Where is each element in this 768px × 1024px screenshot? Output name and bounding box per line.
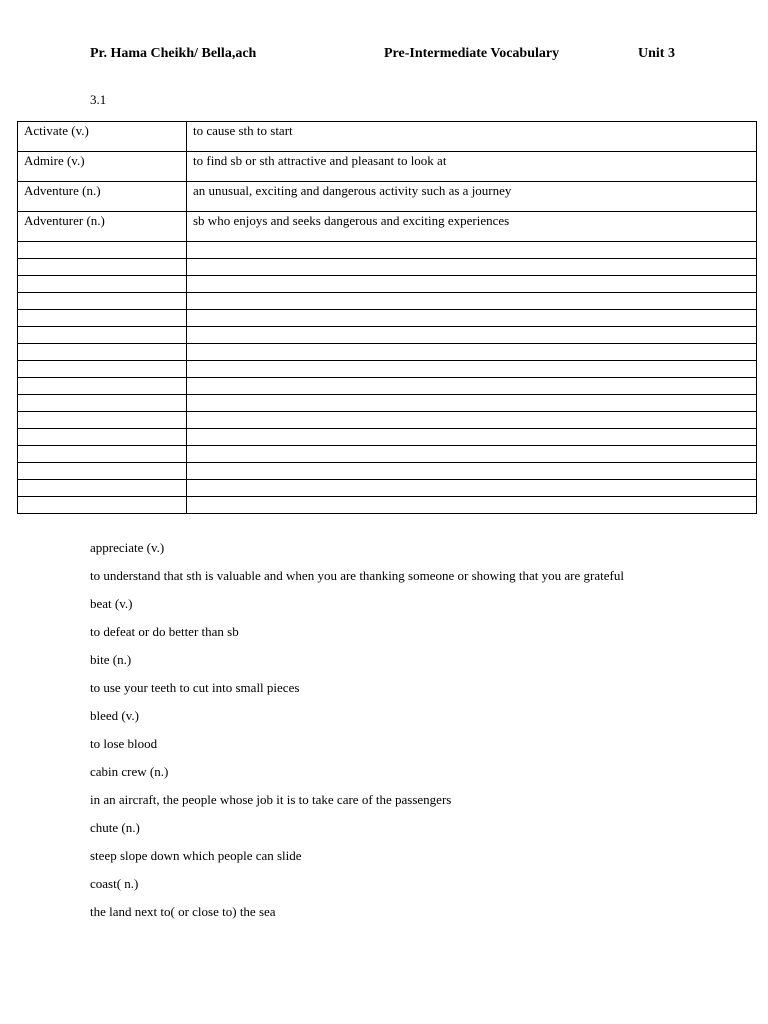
empty-definition-cell [187,412,757,429]
empty-table-row [18,412,757,429]
term-cell: Adventure (n.) [18,182,187,212]
table-row [18,212,757,242]
empty-definition-cell [187,310,757,327]
unit-label: Unit 3 [638,46,675,61]
empty-term-cell [18,344,187,361]
empty-table-row [18,242,757,259]
word-definition: to defeat or do better than sb [90,624,239,639]
empty-term-cell [18,463,187,480]
empty-table-row [18,293,757,310]
empty-term-cell [18,378,187,395]
empty-table-row [18,310,757,327]
word-definition: the land next to( or close to) the sea [90,904,276,919]
empty-table-row [18,327,757,344]
empty-definition-cell [187,361,757,378]
word-definition: to lose blood [90,736,158,751]
empty-table-row [18,361,757,378]
empty-table-row [18,429,757,446]
vocabulary-table [17,121,757,514]
definition-cell: to find sb or sth attractive and pleasant to look at [187,152,757,182]
empty-definition-cell [187,276,757,293]
word-definition: to use your teeth to cut into small pieces [90,680,300,695]
term-cell: Activate (v.) [18,122,187,152]
definition-cell: sb who enjoys and seeks dangerous and exciting experiences [187,212,757,242]
word-term: cabin crew (n.) [90,764,169,779]
word-term: coast( n.) [90,876,139,891]
empty-definition-cell [187,259,757,276]
term-cell: Adventurer (n.) [18,212,187,242]
empty-definition-cell [187,344,757,361]
empty-term-cell [18,242,187,259]
empty-term-cell [18,395,187,412]
table-row [18,182,757,212]
word-definition: in an aircraft, the people whose job it is to take care of the passengers [90,792,452,807]
empty-term-cell [18,259,187,276]
definition-cell: to cause sth to start [187,122,757,152]
empty-table-row [18,480,757,497]
section-number: 3.1 [90,92,107,107]
empty-definition-cell [187,497,757,514]
word-definition: steep slope down which people can slide [90,848,302,863]
empty-term-cell [18,412,187,429]
empty-term-cell [18,310,187,327]
vocabulary-table-body [18,122,757,514]
empty-term-cell [18,276,187,293]
empty-definition-cell [187,327,757,344]
empty-table-row [18,378,757,395]
empty-definition-cell [187,378,757,395]
empty-definition-cell [187,429,757,446]
empty-table-row [18,276,757,293]
word-term: appreciate (v.) [90,540,165,555]
empty-table-row [18,344,757,361]
empty-definition-cell [187,463,757,480]
empty-term-cell [18,361,187,378]
empty-definition-cell [187,480,757,497]
empty-term-cell [18,497,187,514]
word-list [90,538,750,930]
empty-definition-cell [187,293,757,310]
word-term: beat (v.) [90,596,133,611]
empty-table-row [18,446,757,463]
term-cell: Admire (v.) [18,152,187,182]
empty-term-cell [18,293,187,310]
empty-definition-cell [187,395,757,412]
author-name: Pr. Hama Cheikh/ Bella,ach [90,46,257,61]
empty-term-cell [18,446,187,463]
page-header [0,46,768,68]
empty-term-cell [18,480,187,497]
table-row [18,152,757,182]
table-row [18,122,757,152]
word-definition: to understand that sth is valuable and when you are thanking someone or showing that you are grateful [90,568,624,583]
course-title: Pre-Intermediate Vocabulary [384,46,560,61]
empty-term-cell [18,327,187,344]
empty-table-row [18,497,757,514]
empty-term-cell [18,429,187,446]
definition-cell: an unusual, exciting and dangerous activity such as a journey [187,182,757,212]
word-term: bite (n.) [90,652,132,667]
word-term: chute (n.) [90,820,140,835]
empty-definition-cell [187,242,757,259]
empty-definition-cell [187,446,757,463]
empty-table-row [18,259,757,276]
empty-table-row [18,395,757,412]
empty-table-row [18,463,757,480]
word-term: bleed (v.) [90,708,139,723]
